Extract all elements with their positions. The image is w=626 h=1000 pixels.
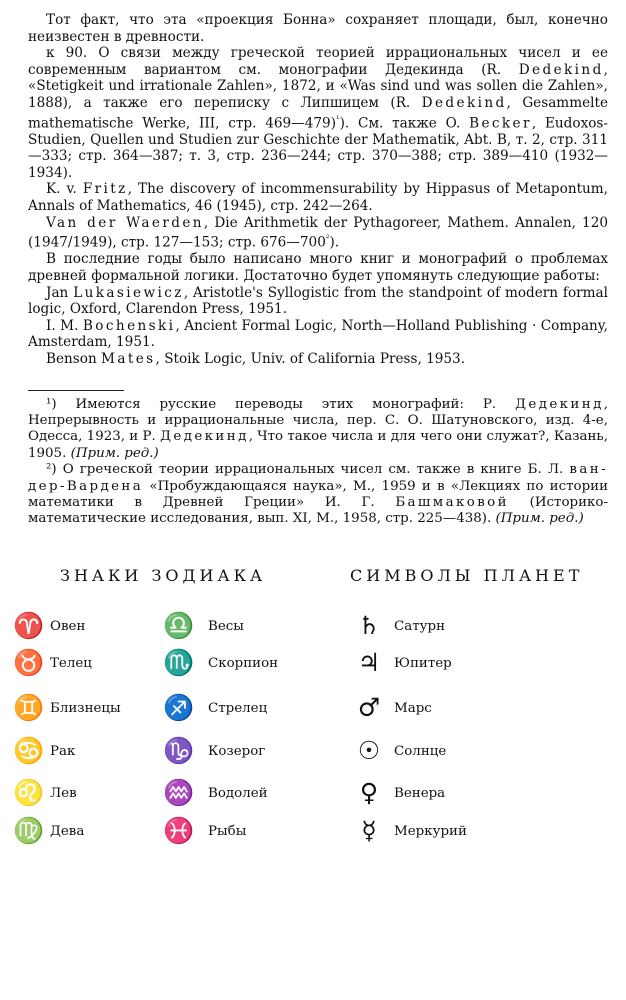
- author-name: Дедекинд: [515, 396, 604, 412]
- author-name: Becker: [469, 115, 532, 132]
- planets-heading: СИМВОЛЫ ПЛАНЕТ: [350, 566, 584, 585]
- cancer-icon: ♋: [13, 736, 45, 765]
- capricorn-icon: ♑: [163, 736, 195, 765]
- text: I. M.: [46, 317, 83, 334]
- text: , Stoik Logic, Univ. of California Press, 1953.: [155, 350, 466, 367]
- sign-label: Лев: [50, 785, 77, 801]
- text: , Ancient Formal Logic, North—Holland Publishing · Company, Amsterdam, 1951.: [28, 317, 608, 351]
- text: Jan: [46, 284, 74, 301]
- leo-icon: ♌: [13, 778, 45, 807]
- planet-jupiter: [352, 650, 452, 676]
- mercury-icon: ☿: [361, 816, 377, 845]
- pisces-icon: ♓: [163, 816, 195, 845]
- zodiac-sign-aries: [12, 613, 85, 639]
- text: Benson: [46, 350, 102, 367]
- sign-label: Овен: [50, 618, 86, 634]
- text: , Die Arithmetik der Pythagoreer, Mathem. Annalen, 120 (1947/1949), стр. 127—153; стр. 676—700: [28, 214, 608, 251]
- sign-label: Водолей: [208, 785, 268, 801]
- text: , Gesammelte mathematische Werke, III, стр. 469—479): [28, 94, 608, 132]
- zodiac-sign-capricorn: [162, 738, 265, 764]
- zodiac-sign-virgo: [12, 818, 84, 844]
- text: «Пробуждающаяся наука», М., 1959 и в «Лекциях по истории математики в Древней Греции» И. Г.: [28, 478, 608, 510]
- sign-label: Стрелец: [208, 700, 268, 716]
- taurus-icon: ♉: [13, 648, 45, 677]
- sign-label: Близнецы: [50, 700, 121, 716]
- libra-icon: ♎: [163, 611, 195, 640]
- sign-label: Рак: [50, 743, 76, 759]
- planet-saturn: [352, 613, 445, 639]
- saturn-icon: ♄: [357, 611, 381, 640]
- author-name: Башмаковой: [395, 494, 509, 510]
- author-name: Bochenski: [82, 317, 176, 334]
- text: ¹) Имеются русские переводы этих монографий: Р.: [46, 396, 516, 412]
- text: к 90. О связи между греческой теорией иррациональных чисел и ее современным вариантом см. монографии Дедекинда (R.: [28, 45, 608, 78]
- zodiac-sign-taurus: [12, 650, 92, 676]
- author-name: Lukasiewicz: [73, 284, 184, 301]
- gemini-icon: ♊: [13, 693, 45, 722]
- author-name: Dedekind: [518, 61, 604, 78]
- text: Тот факт, что эта «проекция Бонна» сохраняет площади, был, конечно неизвестен в древности.: [28, 12, 608, 45]
- text: , Eudoxos-Studien, Quellen und Studien zur Geschichte der Mathematik, Abt. B, т. 2, стр. 311—333; стр. 364—387; т. 3, стр. 236—244; стр. 370—388; стр. 389—410 (1932—1934).: [28, 115, 608, 181]
- text: , The discovery of incommensurability by Hippasus of Metapontum, Annals of Mathematics, 46 (1945), стр. 242—264.: [28, 181, 608, 215]
- zodiac-sign-cancer: [12, 738, 75, 764]
- aquarius-icon: ♒: [163, 778, 195, 807]
- scorpio-icon: ♏: [163, 648, 195, 677]
- planet-label: Марс: [394, 700, 432, 716]
- text: , Непрерывность и иррациональные числа, пер. С. О. Шатуновского, изд. 4-е, Одесса, 1923, и Р.: [28, 396, 608, 445]
- sign-label: Дева: [50, 823, 85, 839]
- planet-sun: [352, 738, 446, 764]
- planet-mercury: [352, 818, 467, 844]
- footnote-ref: ²: [325, 234, 330, 245]
- zodiac-sign-libra: [162, 613, 244, 639]
- sagittarius-icon: ♐: [163, 693, 195, 722]
- zodiac-sign-pisces: [162, 818, 246, 844]
- text: , «Stetigkeit und irrationale Zahlen», 1872, и «Was sind und was sollen die Zahlen», 1888), а также его переписку с Липшицем (R.: [28, 61, 608, 111]
- zodiac-sign-leo: [12, 780, 77, 806]
- text: ). См. также O.: [339, 115, 470, 132]
- sign-label: Весы: [208, 618, 244, 634]
- planet-label: Венера: [394, 785, 446, 801]
- text: , Что такое числа и для чего они служат?, Казань, 1905.: [28, 429, 608, 461]
- zodiac-sign-scorpio: [162, 650, 278, 676]
- aries-icon: ♈: [13, 611, 45, 640]
- planet-label: Юпитер: [394, 655, 452, 671]
- planet-venus: [352, 780, 445, 806]
- planet-label: Сатурн: [394, 618, 446, 634]
- author-name: Dedekind: [421, 94, 507, 111]
- zodiac-sign-aquarius: [162, 780, 268, 806]
- editor-note: (Прим. ред.): [495, 511, 584, 527]
- text: , Aristotle's Syllogistic from the standpoint of modern formal logic, Oxford, Clarendon Press, 1951.: [28, 284, 608, 318]
- sign-label: Телец: [50, 655, 92, 671]
- author-name: Fritz: [82, 181, 128, 198]
- sign-label: Козерог: [208, 743, 266, 759]
- sign-label: Рыбы: [208, 823, 247, 839]
- sign-label: Скорпион: [208, 655, 279, 671]
- venus-icon: ♀: [359, 778, 379, 807]
- planet-label: Солнце: [394, 743, 447, 759]
- virgo-icon: ♍: [13, 816, 45, 845]
- zodiac-heading: ЗНАКИ ЗОДИАКА: [60, 566, 267, 585]
- footnote-ref: ¹: [336, 114, 340, 125]
- text: В последние годы было написано много книг и монографий о проблемах древней формальной логики. Достаточно будет упомянуть следующие работы:: [28, 251, 608, 284]
- text: ²) О греческой теории иррациональных чисел см. также в книге Б. Л.: [46, 462, 570, 478]
- author-name: Дедекинд: [160, 429, 249, 445]
- mars-icon: ♂: [357, 693, 381, 722]
- author-name: Van der Waerden: [46, 214, 204, 231]
- text: K. v.: [46, 181, 83, 198]
- author-name: ван-дер-Вардена: [28, 462, 608, 494]
- planet-label: Меркурий: [394, 823, 467, 839]
- text: (Историко-математические исследования, вып. XI, М., 1958, стр. 225—438).: [28, 494, 608, 527]
- planet-mars: [352, 695, 432, 721]
- sun-icon: ☉: [357, 736, 381, 765]
- text: ).: [329, 234, 340, 251]
- zodiac-sign-gemini: [12, 695, 121, 721]
- jupiter-icon: ♃: [357, 648, 381, 677]
- author-name: Mates: [101, 350, 156, 367]
- editor-note: (Прим. ред.): [70, 445, 159, 461]
- zodiac-sign-sagittarius: [162, 695, 267, 721]
